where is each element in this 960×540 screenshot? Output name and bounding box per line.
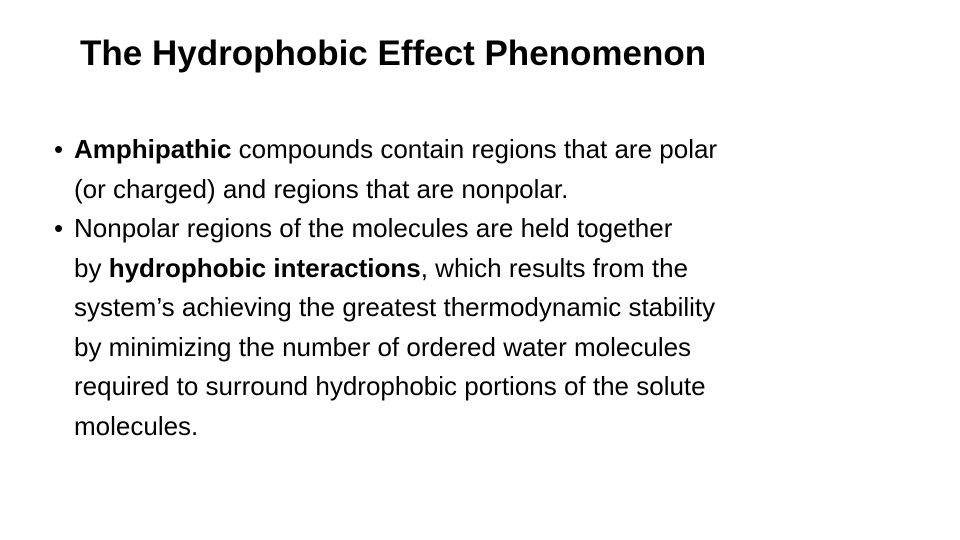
bullet-item-amphipathic (54, 130, 934, 209)
bullet-line (74, 367, 934, 407)
bullet-item-nonpolar (54, 209, 934, 446)
line-text: Nonpolar regions of the molecules are held together (74, 213, 673, 243)
bullet-icon: • (54, 134, 64, 164)
bullet-icon: • (54, 213, 64, 243)
bold-term: hydrophobic interactions (108, 252, 421, 283)
line-text: by minimizing the number of ordered water molecules (74, 331, 692, 362)
bullet-line (74, 209, 934, 249)
bullet-line (74, 170, 934, 210)
bold-term: Amphipathic (74, 134, 232, 164)
bullet-line (74, 328, 934, 368)
line-text: molecules. (74, 410, 199, 441)
bullet-line (74, 249, 934, 289)
bullet-text (74, 130, 934, 209)
line-text: (or charged) and regions that are nonpolar. (74, 173, 569, 204)
bullet-text (74, 209, 934, 446)
bullet-line (74, 130, 934, 170)
line-text: system’s achieving the greatest thermodynamic stability (74, 292, 716, 322)
line-text: , which results from the (420, 252, 689, 283)
slide-body (54, 130, 934, 446)
slide-title: The Hydrophobic Effect Phenomenon (80, 34, 707, 73)
bullet-line (74, 288, 934, 328)
line-prefix: by (74, 252, 109, 283)
bullet-line (74, 407, 934, 447)
line-text: required to surround hydrophobic portions of the solute (74, 371, 706, 401)
line-text: compounds contain regions that are polar (231, 134, 718, 164)
